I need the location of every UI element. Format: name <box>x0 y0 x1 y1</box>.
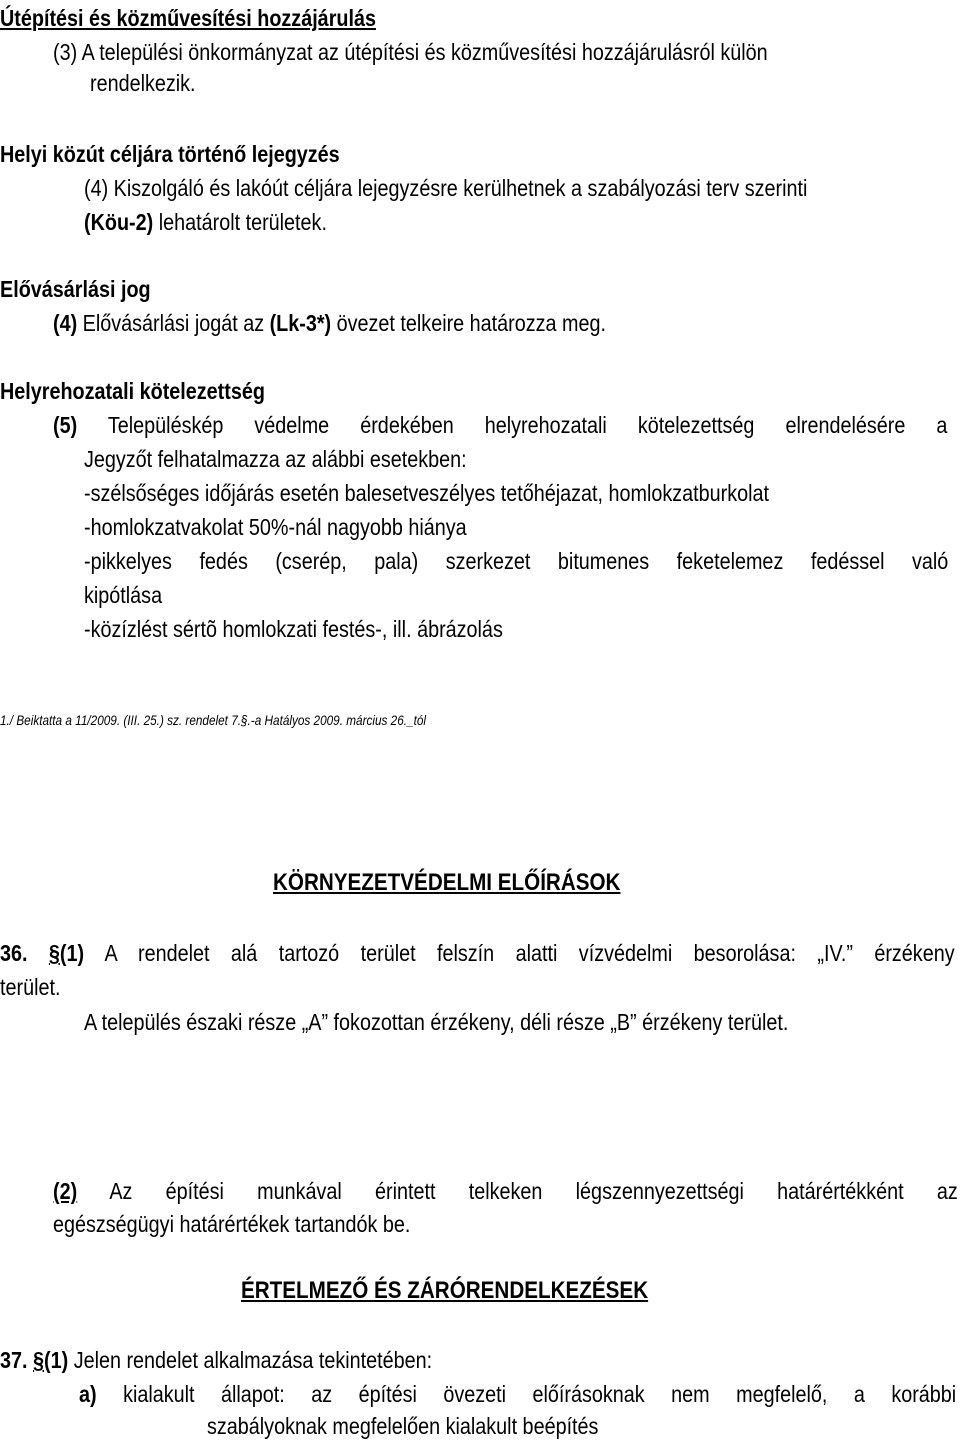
paragraph-text: Elővásárlási jogát az <box>77 310 270 336</box>
paragraph-line: terület. <box>0 974 61 1000</box>
paragraph-text: Településkép védelme érdekében helyrehozatali kötelezettség elrendelésére a <box>77 412 948 438</box>
paragraph-line: rendelkezik. <box>90 70 196 96</box>
section-title-helyrehozatali: Helyrehozatali kötelezettség <box>0 378 265 404</box>
section-sign: § <box>33 1347 45 1373</box>
list-item: -pikkelyes fedés (cserép, pala) szerkezet bitumenes feketelemez fedéssel való <box>84 548 949 574</box>
footnote: 1./ Beiktatta a 11/2009. (III. 25.) sz. rendelet 7.§.-a Hatályos 2009. március 26._tól <box>0 712 426 728</box>
paragraph-text: A rendelet alá tartozó terület felszín alatti vízvédelmi besorolása: „IV.” érzékeny <box>84 940 955 966</box>
section-title-elovasarlasi: Elővásárlási jog <box>0 276 151 302</box>
paragraph-line: (4) Kiszolgáló és lakóút céljára lejegyzésre kerülhetnek a szabályozási terv szerinti <box>84 175 808 201</box>
paragraph-line <box>53 308 606 338</box>
paragraph-text: A települési önkormányzat az útépítési és közművesítési hozzájárulásról külön <box>77 39 768 65</box>
paragraph-line: szabályoknak megfelelően kialakult beépítés <box>207 1413 599 1439</box>
section-sign: § <box>48 940 60 966</box>
heading-ertelmezo: ÉRTELMEZŐ ÉS ZÁRÓRENDELKEZÉSEK <box>241 1277 649 1304</box>
paragraph-line: A település északi része „A” fokozottan érzékeny, déli része „B” érzékeny terület. <box>84 1009 789 1035</box>
list-item: kipótlása <box>84 582 163 608</box>
paragraph-text: övezet telkeire határozza meg. <box>331 310 607 336</box>
paragraph-37-line <box>0 1345 432 1375</box>
paragraph-number: 36. <box>0 940 49 966</box>
zone-code: (Lk-3*) <box>269 310 332 336</box>
paragraph-number: 37. <box>0 1347 34 1373</box>
list-item: -közízlést sértõ homlokzati festés-, ill. ábrázolás <box>84 616 503 642</box>
paragraph-line <box>79 1379 956 1409</box>
paragraph-line <box>53 37 768 67</box>
heading-kornyezetvedelmi: KÖRNYEZETVÉDELMI ELŐÍRÁSOK <box>273 869 621 896</box>
paragraph-text: kialakult állapot: az építési övezeti előírásoknak nem megfelelő, a korábbi <box>96 1381 957 1407</box>
paragraph-text: Jelen rendelet alkalmazása tekintetében: <box>68 1347 433 1373</box>
paragraph-text: lehatárolt területek. <box>153 209 327 235</box>
paragraph-line <box>84 207 327 237</box>
paragraph-line <box>53 410 947 440</box>
list-item: -homlokzatvakolat 50%-nál nagyobb hiánya <box>84 514 467 540</box>
list-item: -szélsőséges időjárás esetén balesetveszélyes tetőhéjazat, homlokzatburkolat <box>84 480 769 506</box>
paragraph-number: (4) <box>53 310 78 336</box>
zone-code: (Köu-2) <box>84 209 154 235</box>
paragraph-36-line <box>0 938 955 968</box>
item-label: a) <box>79 1381 97 1407</box>
paragraph-36-2-line <box>53 1176 958 1206</box>
section-title-utepitesi: Útépítési és közművesítési hozzájárulás <box>0 5 376 31</box>
subsection-number: (1) <box>44 1347 69 1373</box>
section-title-helyi-kozut: Helyi közút céljára történő lejegyzés <box>0 141 340 167</box>
paragraph-number: (5) <box>53 412 78 438</box>
paragraph-number: (3) <box>53 39 78 65</box>
paragraph-line: Jegyzőt felhatalmazza az alábbi esetekben: <box>84 446 467 472</box>
paragraph-line: egészségügyi határértékek tartandók be. <box>53 1211 411 1237</box>
paragraph-text: Az építési munkával érintett telkeken légszennyezettségi határértékként az <box>77 1178 958 1204</box>
subsection-number: (2) <box>53 1178 78 1204</box>
subsection-number: (1) <box>59 940 85 966</box>
